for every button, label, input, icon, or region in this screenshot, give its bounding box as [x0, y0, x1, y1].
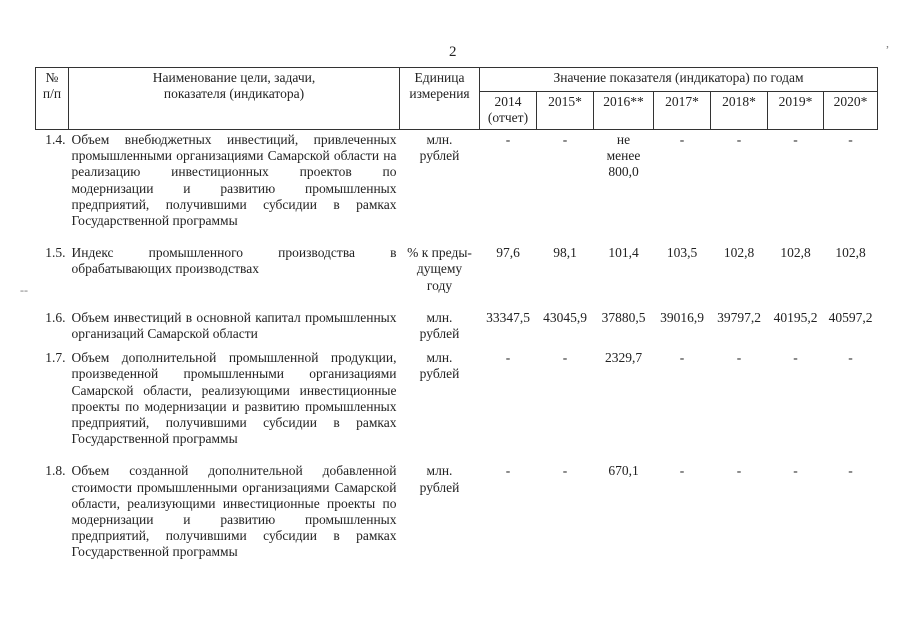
row-number: 1.6. [45, 309, 66, 325]
header-name [69, 68, 400, 130]
indicator-value: 102,8 [835, 245, 866, 261]
indicator-value: - [736, 463, 742, 479]
indicator-value: - [562, 350, 568, 366]
header-unit-label: Единица измерения [409, 70, 470, 102]
indicator-value: - [848, 463, 853, 479]
header-values-label: Значение показателя (индикатора) по годам [553, 70, 804, 85]
indicator-value: - [679, 463, 685, 479]
indicator-value: 40195,2 [773, 309, 818, 325]
header-year: 2020* [824, 92, 878, 130]
indicator-value: 39016,9 [660, 309, 704, 325]
indicator-value: не менее 800,0 [606, 132, 641, 180]
indicator-value: - [793, 350, 798, 366]
indicator-value: 2329,7 [604, 350, 643, 366]
indicator-value: 98,1 [553, 245, 577, 261]
indicator-unit: млн. рублей [419, 309, 460, 342]
indicator-value: - [848, 132, 853, 147]
indicator-value: - [679, 350, 685, 366]
indicator-value: 97,6 [496, 245, 520, 261]
indicator-value: - [562, 132, 568, 147]
indicator-name: Объем дополнительной промышленной продукции, произведенной промышленными организациями Самарской области, реализующими инвестиционные проекты по модернизации и развитию промышленных предприятий, получившими субсидии в рамках Государственной программы [71, 350, 397, 447]
indicator-value: - [793, 463, 798, 479]
header-year: 2016** [594, 92, 654, 130]
table-row [36, 130, 878, 244]
indicator-value: - [736, 350, 742, 366]
scan-mark-left: -- [20, 283, 28, 297]
indicator-value: 40597,2 [828, 309, 873, 325]
indicator-value: - [736, 132, 742, 147]
indicator-value: - [848, 350, 853, 366]
indicator-value: 103,5 [666, 245, 698, 261]
indicator-value: 43045,9 [543, 309, 587, 325]
indicator-name: Объем внебюджетных инвестиций, привлеченных промышленными организациями Самарской области на реализацию инвестиционных проектов по модернизации и развитию промышленных предприятий, получившими субсидии в рамках Государственной программы [71, 132, 397, 229]
header-unit [400, 68, 480, 130]
row-number: 1.5. [45, 245, 66, 261]
indicator-value: 37880,5 [601, 309, 646, 325]
header-num-label: № п/п [42, 70, 62, 102]
indicator-value: - [679, 132, 685, 147]
row-number: 1.8. [45, 463, 66, 479]
indicator-value: 33347,5 [486, 309, 530, 325]
page-number: 2 [449, 44, 457, 60]
indicator-value: 670,1 [608, 463, 639, 479]
header-year: 2014 (отчет) [480, 92, 537, 130]
indicator-table [35, 67, 878, 567]
indicator-value: 39797,2 [717, 309, 761, 325]
indicator-value: - [505, 350, 511, 366]
indicator-name: Индекс промышленного производства в обрабатывающих производствах [71, 245, 397, 277]
table-row [36, 243, 878, 308]
indicator-name: Объем созданной дополнительной добавленной стоимости промышленными организациями Самарской области, реализующими инвестиционные проекты по модернизации и развитию промышленных предприятий, получившими субсидии в рамках Государственной программы [71, 463, 397, 560]
header-year: 2015* [537, 92, 594, 130]
indicator-unit: % к преды- дущему году [407, 245, 472, 293]
indicator-value: - [505, 132, 511, 147]
indicator-value: - [505, 463, 511, 479]
indicator-name: Объем инвестиций в основной капитал промышленных организаций Самарской области [71, 309, 397, 342]
indicator-value: 101,4 [608, 245, 639, 261]
header-num [36, 68, 69, 130]
scan-mark-top: , [886, 36, 889, 50]
header-name-label: Наименование цели, задачи, показателя (индикатора) [152, 70, 316, 102]
header-year: 2019* [768, 92, 824, 130]
indicator-value: - [793, 132, 798, 147]
table-row [36, 308, 878, 348]
indicator-value: - [562, 463, 568, 479]
indicator-value: 102,8 [723, 245, 755, 261]
indicator-unit: млн. рублей [419, 350, 460, 382]
table-row [36, 348, 878, 461]
row-number: 1.4. [45, 132, 66, 147]
indicator-unit: млн. рублей [419, 463, 460, 495]
table-row [36, 461, 878, 566]
indicator-unit: млн. рублей [419, 132, 460, 164]
header-values [480, 68, 878, 92]
row-number: 1.7. [45, 350, 66, 366]
header-year: 2018* [711, 92, 768, 130]
header-year: 2017* [654, 92, 711, 130]
indicator-value: 102,8 [780, 245, 811, 261]
